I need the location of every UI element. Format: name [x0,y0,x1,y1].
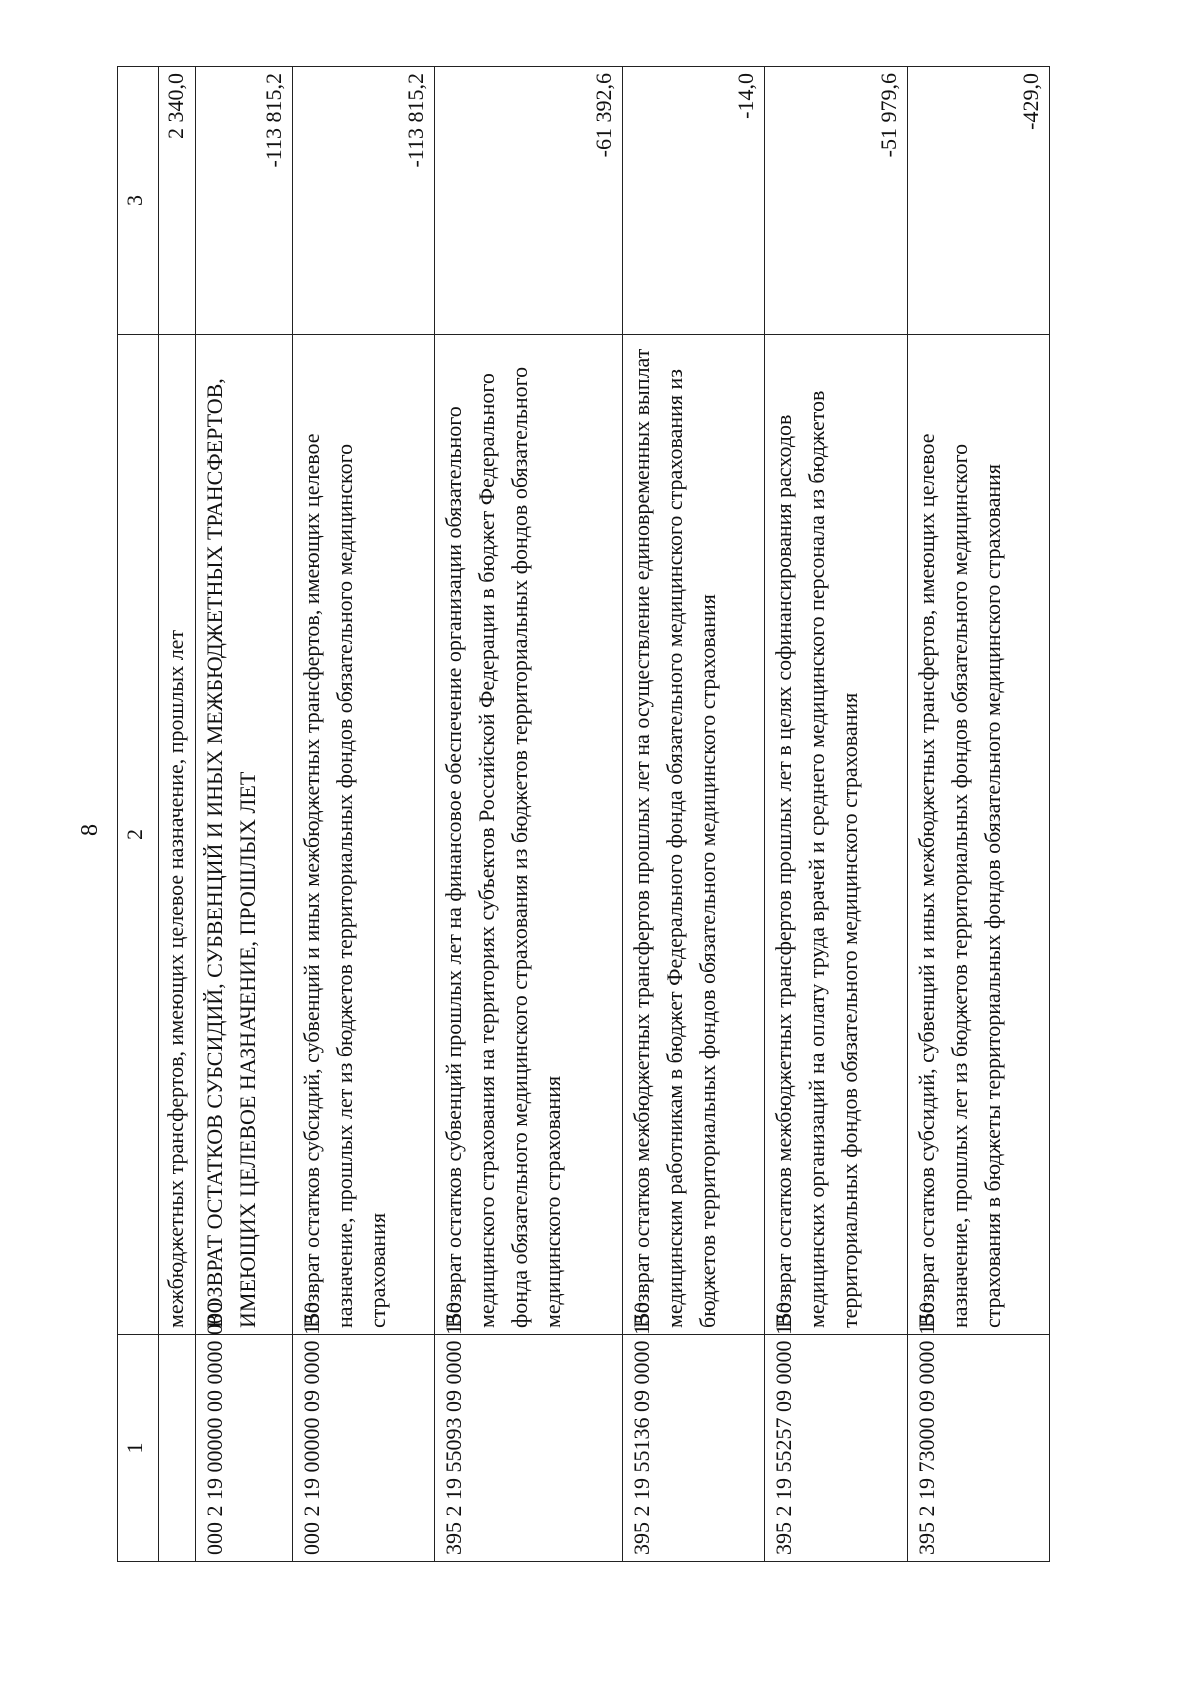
table-row [293,67,435,1562]
row-code: 000 2 19 00000 09 0000 150 [293,1335,435,1562]
table-row [435,67,622,1562]
budget-table [117,66,1050,1562]
row-name: ВОЗВРАТ ОСТАТКОВ СУБСИДИЙ, СУБВЕНЦИЙ И ИНЫХ МЕЖБЮДЖЕТНЫХ ТРАНСФЕРТОВ, ИМЕЮЩИХ ЦЕЛЕВОЕ НАЗНАЧЕНИЕ, ПРОШЛЫХ ЛЕТ [196,335,293,1335]
table-row [622,67,764,1562]
table-row [907,67,1049,1562]
row-name: межбюджетных трансфертов, имеющих целевое назначение, прошлых лет [159,335,196,1335]
page-number: 8 [77,824,103,836]
table-row [196,67,293,1562]
row-name: Возврат остатков межбюджетных трансфертов прошлых лет в целях софинансирования расходов медицинских организаций на оплату труда врачей и среднего медицинского персонала из бюджетов территориальных фондов обязательного медицинского страхования [765,335,907,1335]
row-amount: -14,0 [622,67,764,335]
row-amount: 2 340,0 [159,67,196,335]
row-code: 395 2 19 73000 09 0000 150 [907,1335,1049,1562]
row-name: Возврат остатков субвенций прошлых лет на финансовое обеспечение организации обязательного медицинского страхования на территориях субъектов Российской Федерации в бюджет Федерального фонда обязательного медицинского страхования из бюджетов территориальных фондов обязательного медицинского страхования [435,335,622,1335]
table-header-row [118,67,159,1562]
row-amount: -113 815,2 [196,67,293,335]
row-code [159,1335,196,1562]
column-header-3: 3 [118,67,159,335]
row-code: 395 2 19 55136 09 0000 150 [622,1335,764,1562]
row-code: 395 2 19 55093 09 0000 150 [435,1335,622,1562]
row-name: Возврат остатков субсидий, субвенций и иных межбюджетных трансфертов, имеющих целевое назначение, прошлых лет из бюджетов территориальных фондов обязательного медицинского страхования в бюджеты территориальных фондов обязательного медицинского страхования [907,335,1049,1335]
row-code: 395 2 19 55257 09 0000 150 [765,1335,907,1562]
row-code: 000 2 19 00000 00 0000 000 [196,1335,293,1562]
table-row [159,67,196,1562]
column-header-1: 1 [118,1335,159,1562]
row-amount: -113 815,2 [293,67,435,335]
column-header-2: 2 [118,335,159,1335]
rotated-table-container [117,67,1050,1562]
table-row [765,67,907,1562]
row-amount: -61 392,6 [435,67,622,335]
row-amount: -429,0 [907,67,1049,335]
row-name: Возврат остатков межбюджетных трансфертов прошлых лет на осуществление единовременных выплат медицинским работникам в бюджет Федерального фонда обязательного медицинского страхования из бюджетов территориальных фондов обязательного медицинского страхования [622,335,764,1335]
row-amount: -51 979,6 [765,67,907,335]
row-name: Возврат остатков субсидий, субвенций и иных межбюджетных трансфертов, имеющих целевое назначение, прошлых лет из бюджетов территориальных фондов обязательного медицинского страхования [293,335,435,1335]
